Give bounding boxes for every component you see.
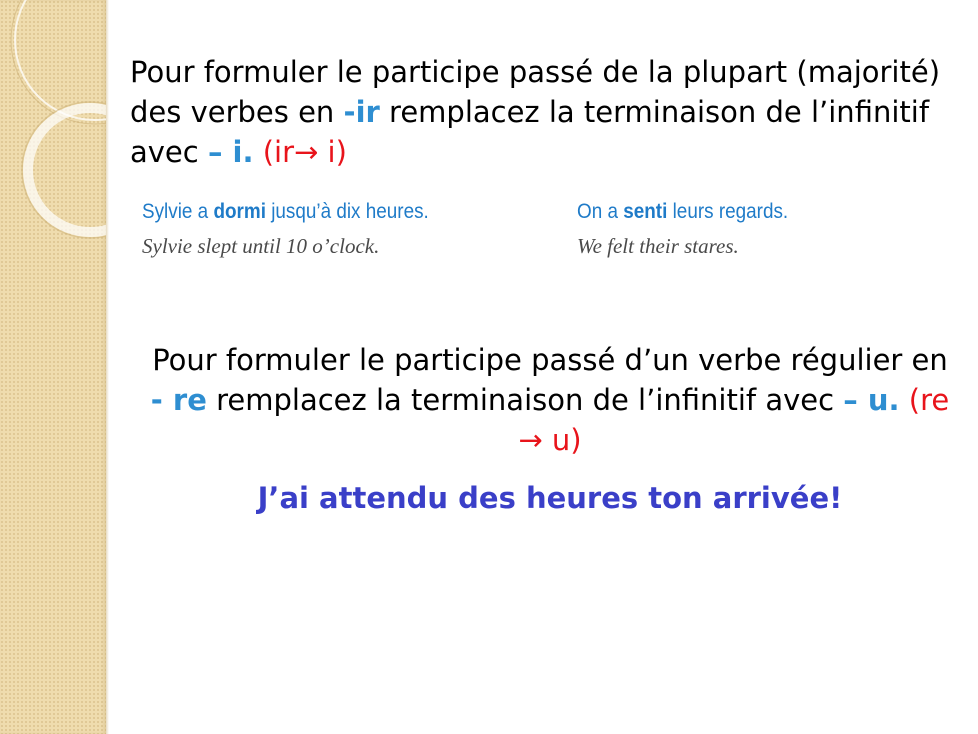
example-french: [577, 195, 788, 229]
spacer: [900, 383, 909, 417]
rule-ir-replacement: – i.: [207, 135, 254, 169]
example-text: jusqu’à dix heures.: [265, 200, 429, 223]
rule-ir-paragraph: [130, 52, 960, 172]
example-text: Sylvie a: [142, 200, 214, 223]
rule-re-formula: (re → u): [518, 383, 950, 457]
example-sentence: J’ai attendu des heures ton arrivée!: [257, 481, 843, 515]
rule-ir-text-middle: remplacez la terminaison de l’infinitif avec: [130, 95, 930, 169]
rule-re-text: Pour formuler le participe passé d’un verbe régulier en: [152, 343, 948, 377]
rule-re-paragraph: [150, 340, 950, 460]
example-verb: dormi: [213, 200, 266, 223]
decorative-circles-icon: [0, 0, 106, 260]
rule-ir-formula: (ir→ i): [262, 135, 347, 169]
decorative-sidebar: [0, 0, 106, 734]
example-french: [142, 195, 429, 229]
rule-ir-text: Pour formuler le participe passé de la plupart (majorité) des verbes en: [130, 55, 941, 129]
example-dormi: [142, 195, 461, 263]
example-text: leurs regards.: [667, 200, 789, 223]
sidebar-edge: [106, 0, 109, 734]
spacer: [254, 135, 263, 169]
rule-re-text-middle: remplacez la terminaison de l’infinitif avec: [206, 383, 844, 417]
example-text: On a: [577, 200, 624, 223]
example-english: Sylvie slept until 10 o’clock.: [142, 234, 380, 258]
example-verb: senti: [623, 200, 668, 223]
rule-re-ending: - re: [150, 383, 207, 417]
example-senti: [577, 195, 812, 263]
example-english: We felt their stares.: [577, 234, 739, 258]
rule-re-replacement: – u.: [843, 383, 900, 417]
rule-ir-ending: -ir: [343, 95, 380, 129]
